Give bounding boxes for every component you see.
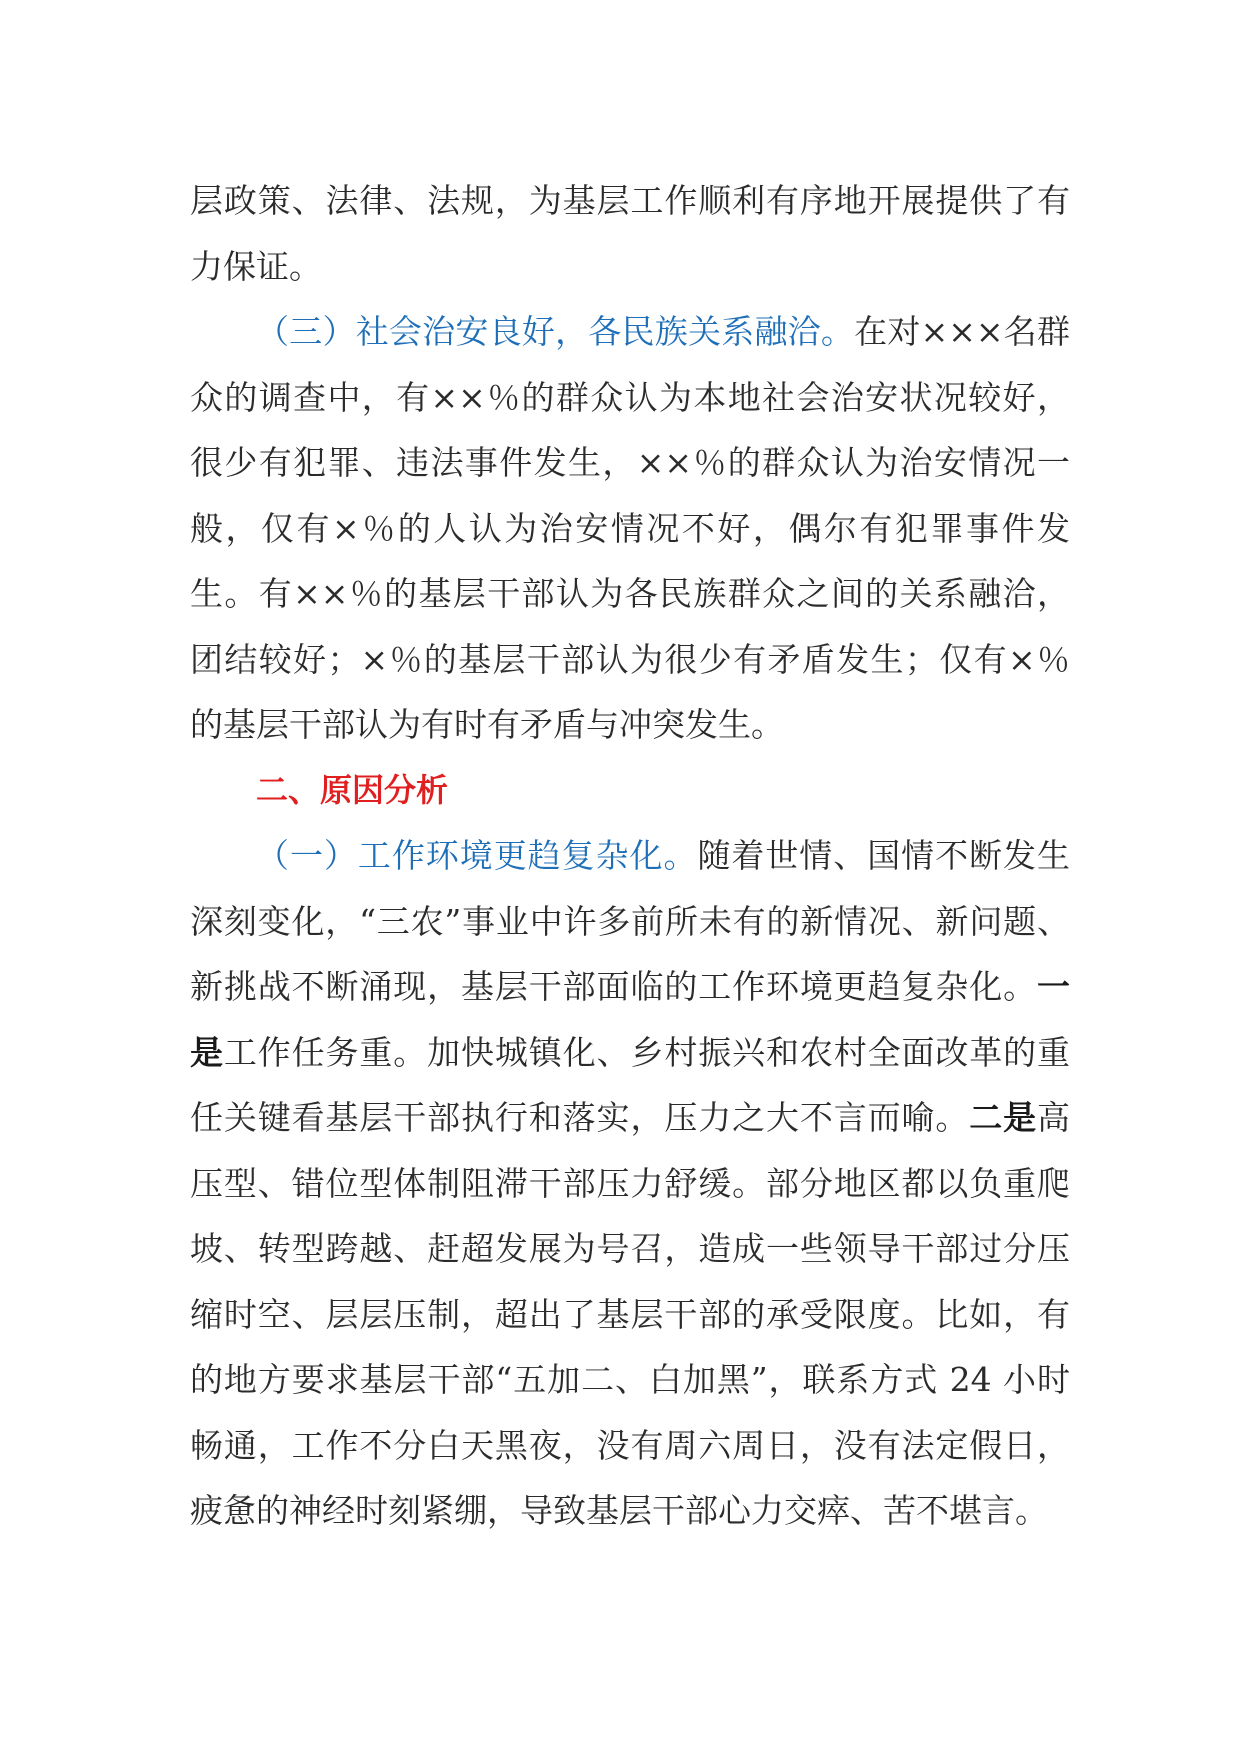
subheading-work-environment: （一）工作环境更趋复杂化。 [256, 836, 698, 875]
paragraph-text: 高压型、错位型体制阻滞干部压力舒缓。部分地区都以负重爬坡、转型跨越、赶超发展为号召，造成一些领导干部过分压缩时空、层层压制，超出了基层干部的承受限度。比如，有的地方要求基层干部“五加二、白加黑”，联系方式 24 小时畅通，工作不分白天黑夜，没有周六周日，没有法定假日，疲惫的神经时刻紧绷，导致基层干部心力交瘁、苦不堪言。 [190, 1098, 1071, 1530]
paragraph-social-security [190, 299, 1070, 758]
paragraph-text: 层政策、法律、法规，为基层工作顺利有序地开展提供了有力保证。 [190, 181, 1070, 286]
paragraph-continuation [190, 168, 1070, 299]
paragraph-text: 工作任务重。加快城镇化、乡村振兴和农村全面改革的重任关键看基层干部执行和落实，压力之大不言而喻。 [190, 1032, 1071, 1137]
subheading-social-security: （三）社会治安良好，各民族关系融洽。 [256, 312, 855, 351]
bold-marker-first: 一是 [190, 967, 1070, 1072]
paragraph-text: 随着世情、国情不断发生深刻变化，“三农”事业中许多前所未有的新情况、新问题、新挑战不断涌现，基层干部面临的工作环境更趋复杂化。 [190, 836, 1071, 1006]
paragraph-text: 在对×××名群众的调查中，有××％的群众认为本地社会治安状况较好，很少有犯罪、违法事件发生，××％的群众认为治安情况一般，仅有×％的人认为治安情况不好，偶尔有犯罪事件发生。有××％的基层干部认为各民族群众之间的关系融洽，团结较好；×％的基层干部认为很少有矛盾发生；仅有×％的基层干部认为有时有矛盾与冲突发生。 [190, 312, 1071, 744]
bold-marker-second: 二是 [969, 1098, 1038, 1137]
document-body [190, 168, 1070, 1544]
section-heading-cause-analysis: 二、原因分析 [256, 770, 449, 809]
paragraph-work-environment [190, 823, 1070, 1544]
